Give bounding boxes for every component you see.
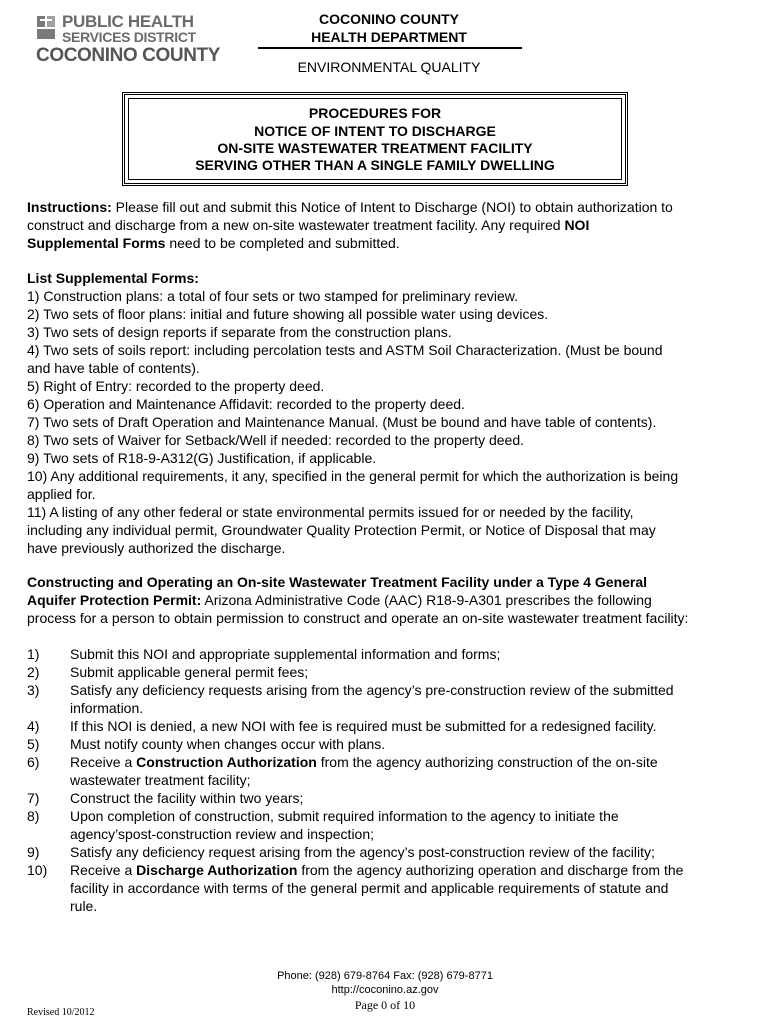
constructing-line-2 (27, 591, 652, 609)
step-text (70, 861, 683, 879)
step-text-part: Submit applicable general permit fees; (70, 664, 309, 680)
step-text (70, 717, 656, 735)
logo-line-1: PUBLIC HEALTH (62, 12, 194, 31)
instructions-noi: NOI (564, 217, 590, 233)
supplemental-item: 2) Two sets of floor plans: initial and future showing all possible water using devices. (27, 306, 549, 322)
step-text-part: Satisfy any deficiency request arising from the agency’s post-construction review of the facility; (70, 844, 655, 860)
constructing-line-3: process for a person to obtain permission to construct and operate an on-site wastewater treatment facility: (27, 610, 689, 626)
step-number: 4) (27, 718, 40, 734)
step-text-part: Construct the facility within two years; (70, 790, 304, 806)
logo-line-3: COCONINO COUNTY (36, 45, 221, 66)
step-text (70, 879, 668, 897)
step-text-part: information. (70, 700, 144, 716)
supplemental-item: 1) Construction plans: a total of four sets or two stamped for preliminary review. (27, 288, 518, 304)
instructions-line-3 (27, 234, 400, 252)
supplemental-item: 11) A listing of any other federal or state environmental permits issued for or needed by the facility, (27, 504, 634, 520)
step-number: 3) (27, 682, 40, 698)
step-number: 6) (27, 754, 40, 770)
step-text-part: from the agency authorizing construction of the on-site (316, 754, 658, 770)
page-number: Page 0 of 10 (354, 998, 416, 1012)
step-number: 1) (27, 646, 40, 662)
step-text-part: Must notify county when changes occur with plans. (70, 736, 386, 752)
supplemental-item: 5) Right of Entry: recorded to the property deed. (27, 378, 325, 394)
step-text-part: rule. (70, 898, 98, 914)
footer-url: http://coconino.az.gov (331, 984, 439, 996)
supplemental-item: 4) Two sets of soils report: including percolation tests and ASTM Soil Characterization. (Must be bound (27, 342, 663, 358)
step-text (70, 663, 308, 681)
step-emphasis: Construction Authorization (136, 754, 317, 770)
step-text-part: Upon completion of construction, submit required information to the agency to initiate the (70, 808, 619, 824)
procedure-title-box (122, 92, 628, 186)
step-number: 7) (27, 790, 40, 806)
step-text-part: Satisfy any deficiency requests arising from the agency’s pre-construction review of the submitted (70, 682, 674, 698)
step-text-part: from the agency authorizing operation and discharge from the (297, 862, 684, 878)
step-number: 9) (27, 844, 40, 860)
title-line: NOTICE OF INTENT TO DISCHARGE (254, 123, 496, 139)
title-line: SERVING OTHER THAN A SINGLE FAMILY DWELLING (195, 157, 555, 173)
title-line: ON-SITE WASTEWATER TREATMENT FACILITY (217, 140, 533, 156)
health-district-logo (36, 12, 221, 66)
step-text (70, 753, 658, 771)
step-emphasis: Discharge Authorization (136, 862, 298, 878)
supplemental-item: applied for. (27, 486, 96, 502)
instructions-text: need to be completed and submitted. (165, 235, 400, 251)
step-text (70, 735, 385, 753)
step-number: 5) (27, 736, 40, 752)
step-text (70, 771, 251, 789)
logo-line-2: SERVICES DISTRICT (62, 29, 196, 45)
step-text (70, 789, 303, 807)
step-number: 10) (27, 862, 48, 878)
supplemental-item: and have table of contents). (27, 360, 200, 376)
supplemental-item: 9) Two sets of R18-9-A312(G) Justification, if applicable. (27, 450, 377, 466)
supplemental-item: including any individual permit, Groundwater Quality Protection Permit, or Notice of Disposal that may (27, 522, 656, 538)
step-text-part: Receive a (70, 862, 137, 878)
department-name: HEALTH DEPARTMENT (311, 29, 467, 45)
step-text-part: Receive a (70, 754, 137, 770)
instructions-text: Please fill out and submit this Notice of Intent to Discharge (NOI) to obtain authorization to (111, 199, 673, 215)
step-text (70, 825, 374, 843)
constructing-text: Arizona Administrative Code (AAC) R18-9-A301 prescribes the following (201, 592, 652, 608)
revision-date: Revised 10/2012 (27, 1007, 95, 1018)
step-text (70, 699, 143, 717)
supplemental-heading: List Supplemental Forms: (27, 270, 199, 286)
county-name: COCONINO COUNTY (319, 11, 459, 27)
instructions-forms: Supplemental Forms (27, 235, 166, 251)
aquifer-permit-label: Aquifer Protection Permit: (27, 592, 202, 608)
step-text-part: If this NOI is denied, a new NOI with fee is required must be submitted for a redesigned facility. (70, 718, 657, 734)
logo-mark-icon (36, 13, 56, 41)
step-text (70, 807, 619, 825)
supplemental-item: 10) Any additional requirements, it any, specified in the general permit for which the authorization is being (27, 468, 679, 484)
step-number: 8) (27, 808, 40, 824)
step-text-part: facility in accordance with terms of the general permit and applicable requirements of statute and (70, 880, 669, 896)
step-text (70, 843, 655, 861)
footer-contact: Phone: (928) 679-8764 Fax: (928) 679-8771 (277, 970, 493, 982)
step-text-part: wastewater treatment facility; (70, 772, 251, 788)
supplemental-item: have previously authorized the discharge. (27, 540, 286, 556)
constructing-heading: Constructing and Operating an On-site Wastewater Treatment Facility under a Type 4 General (27, 574, 648, 590)
instructions-text: construct and discharge from a new on-site wastewater treatment facility. Any required (27, 217, 565, 233)
division-name: ENVIRONMENTAL QUALITY (297, 59, 481, 75)
supplemental-item: 8) Two sets of Waiver for Setback/Well if needed: recorded to the property deed. (27, 432, 524, 448)
step-text (70, 681, 674, 699)
supplemental-item: 6) Operation and Maintenance Affidavit: recorded to the property deed. (27, 396, 465, 412)
supplemental-item: 7) Two sets of Draft Operation and Maintenance Manual. (Must be bound and have table of contents). (27, 414, 657, 430)
step-text-part: Submit this NOI and appropriate supplemental information and forms; (70, 646, 501, 662)
step-text (70, 897, 97, 915)
instructions-line-2 (27, 216, 589, 234)
title-line: PROCEDURES FOR (308, 105, 442, 121)
instructions-line-1 (27, 198, 673, 216)
step-text (70, 645, 500, 663)
step-number: 2) (27, 664, 40, 680)
instructions-label: Instructions: (27, 199, 112, 215)
header-divider (258, 47, 522, 49)
step-text-part: agency’spost-construction review and inspection; (70, 826, 375, 842)
supplemental-item: 3) Two sets of design reports if separate from the construction plans. (27, 324, 452, 340)
